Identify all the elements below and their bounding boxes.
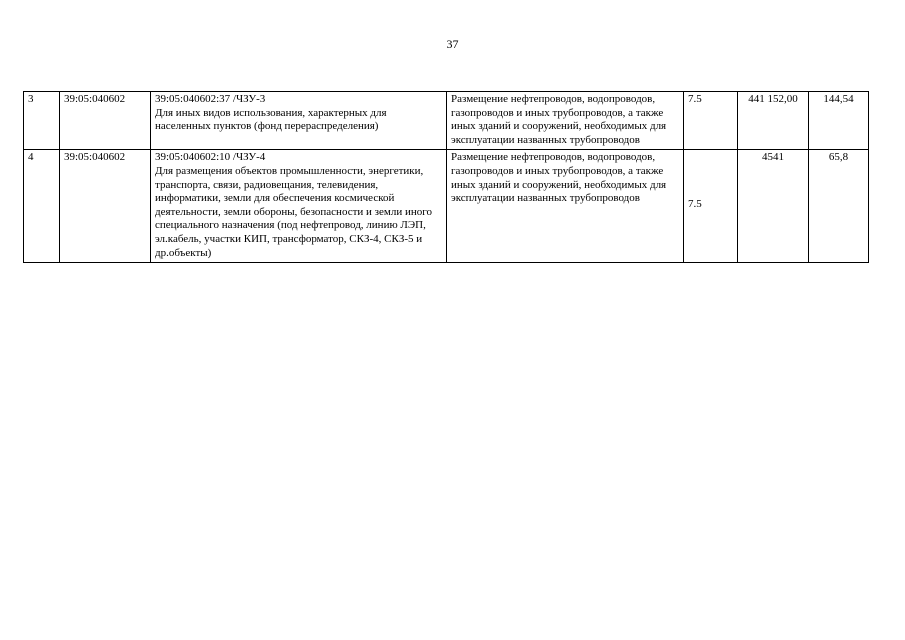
parcel-id: 39:05:040602:10 /ЧЗУ-4 (155, 151, 266, 164)
permitted-use: Размещение нефтепроводов, водопроводов, газопроводов и иных трубопроводов, а также иных зданий и сооружений, необходимых для эксплуатации названных трубопроводов (447, 150, 684, 263)
parcel-description: Для размещения объектов промышленности, энергетики, транспорта, связи, радиовещания, телевидения, информатики, земли для обеспечения космической деятельности, земли обороны, безопасности и земли иного специального назначения (под нефтепровод, линию ЛЭП, эл.кабель, участки КИП, трансформатор, СКЗ-4, СКЗ-5 и др.объекты) (155, 164, 433, 259)
permitted-use: Размещение нефтепроводов, водопроводов, газопроводов и иных трубопроводов, а также иных зданий и сооружений, необходимых для эксплуатации названных трубопроводов (447, 92, 684, 150)
cadastral-block: 39:05:040602 (60, 150, 151, 263)
table-row (24, 150, 869, 263)
area-value: 4541 (738, 150, 809, 263)
parcel-id: 39:05:040602:37 /ЧЗУ-3 (155, 93, 266, 105)
parcel-description-cell (151, 92, 447, 150)
row-number: 4 (24, 150, 60, 263)
value-amount: 65,8 (809, 150, 869, 263)
parcel-description: Для иных видов использования, характерных для населенных пунктов (фонд перераспределения) (155, 106, 387, 133)
row-number: 3 (24, 92, 60, 150)
use-code-cell (684, 92, 738, 150)
value-amount: 144,54 (809, 92, 869, 150)
use-code: 7.5 (688, 197, 702, 210)
page-number: 37 (446, 37, 459, 51)
table-row (24, 92, 869, 150)
land-parcels-table (23, 91, 869, 263)
parcel-description-cell (151, 150, 447, 263)
use-code-cell (684, 150, 738, 263)
use-code: 7.5 (688, 93, 702, 105)
cadastral-block: 39:05:040602 (60, 92, 151, 150)
area-value: 441 152,00 (738, 92, 809, 150)
